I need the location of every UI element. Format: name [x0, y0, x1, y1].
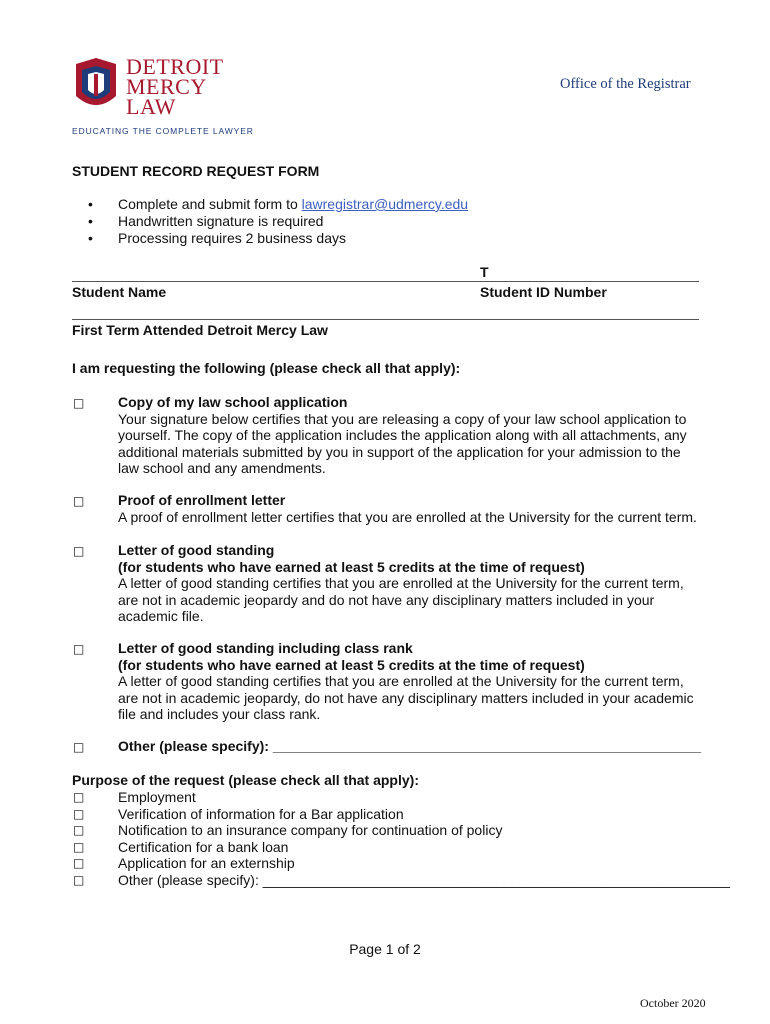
- request-description: A proof of enrollment letter certifies that you are enrolled at the University for the current term.: [118, 508, 697, 525]
- request-description: Your signature below certifies that you are releasing a copy of your law school application to yourself. The copy of the application includes the application along with all attachments, any additional materials submitted by you in support of the application for your admission to the law school and any amendments.: [118, 410, 687, 476]
- request-checkbox-class-rank[interactable]: □: [73, 642, 85, 656]
- logo-tagline: EDUCATING THE COMPLETE LAWYER: [72, 126, 254, 136]
- bullet-icon: •: [88, 196, 93, 212]
- bullet-icon: •: [88, 213, 93, 229]
- logo-text-line-2: MERCY: [126, 74, 207, 99]
- purpose-heading: Purpose of the request (please check all that apply):: [72, 772, 419, 788]
- student-id-prefix: T: [480, 264, 489, 280]
- law-school-logo: [70, 54, 270, 139]
- purpose-label: Application for an externship: [118, 855, 295, 872]
- purpose-checkbox[interactable]: □: [73, 823, 85, 838]
- logo-emblem-icon: [72, 56, 120, 114]
- first-term-line[interactable]: [72, 319, 699, 320]
- instructions-list: [88, 196, 468, 247]
- logo-text-line-1: DETROIT: [126, 54, 224, 79]
- student-id-label: Student ID Number: [480, 284, 607, 300]
- purpose-label: Certification for a bank loan: [118, 838, 289, 855]
- request-title: Other (please specify): _______________________________________________________: [118, 738, 702, 754]
- purpose-checkbox[interactable]: □: [73, 806, 85, 821]
- request-description: A letter of good standing certifies that you are enrolled at the University for the current term, are not in academic jeopardy and do not have any disciplinary matters included in your academic file.: [118, 575, 684, 624]
- request-heading: I am requesting the following (please check all that apply):: [72, 360, 461, 376]
- instruction-item: [88, 196, 468, 213]
- request-checkbox-application[interactable]: □: [73, 396, 85, 410]
- purpose-checkbox[interactable]: □: [73, 872, 85, 887]
- purpose-label: Verification of information for a Bar application: [118, 805, 404, 822]
- instruction-item: [88, 230, 468, 247]
- revision-date: October 2020: [640, 996, 706, 1010]
- request-checkbox-other[interactable]: □: [73, 740, 85, 754]
- request-item-application: [118, 394, 703, 477]
- logo-text-line-3: LAW: [126, 94, 176, 119]
- request-title: Letter of good standing including class rank: [118, 640, 413, 656]
- instruction-text: Complete and submit form to: [118, 196, 302, 212]
- request-item-other[interactable]: [118, 738, 703, 755]
- student-name-label: Student Name: [72, 284, 167, 300]
- student-info-line[interactable]: [72, 281, 699, 282]
- instruction-text: Handwritten signature is required: [118, 213, 324, 229]
- page-number: Page 1 of 2: [349, 941, 421, 957]
- request-checkbox-good-standing[interactable]: □: [73, 544, 85, 558]
- request-title: Letter of good standing: [118, 542, 275, 558]
- purpose-checkbox[interactable]: □: [73, 856, 85, 871]
- registrar-email-link[interactable]: lawregistrar@udmercy.edu: [301, 196, 469, 212]
- purpose-label: Employment: [118, 789, 196, 805]
- request-title: Proof of enrollment letter: [118, 492, 286, 508]
- request-checkbox-enrollment[interactable]: □: [73, 494, 85, 508]
- request-item-class-rank: [118, 640, 703, 723]
- form-title: STUDENT RECORD REQUEST FORM: [72, 163, 320, 179]
- purpose-label-other[interactable]: Other (please specify): ____________________________________________________________: [118, 871, 730, 888]
- instruction-text: Processing requires 2 business days: [118, 230, 347, 246]
- purpose-checkbox[interactable]: □: [73, 839, 85, 854]
- bullet-icon: •: [88, 230, 93, 246]
- request-subtitle: (for students who have earned at least 5 credits at the time of request): [118, 558, 585, 575]
- request-subtitle: (for students who have earned at least 5 credits at the time of request): [118, 656, 585, 673]
- request-item-enrollment: [118, 492, 703, 525]
- instruction-item: [88, 213, 468, 230]
- request-description: A letter of good standing certifies that you are enrolled at the University for the current term, are not in academic jeopardy, do not have any disciplinary matters included in your academic file and includes your class rank.: [118, 673, 694, 722]
- request-item-good-standing: [118, 542, 703, 625]
- purpose-label: Notification to an insurance company for continuation of policy: [118, 822, 503, 839]
- request-title: Copy of my law school application: [118, 394, 348, 410]
- first-term-label: First Term Attended Detroit Mercy Law: [72, 322, 328, 338]
- office-name: Office of the Registrar: [560, 76, 691, 92]
- purpose-checkbox[interactable]: □: [73, 790, 85, 804]
